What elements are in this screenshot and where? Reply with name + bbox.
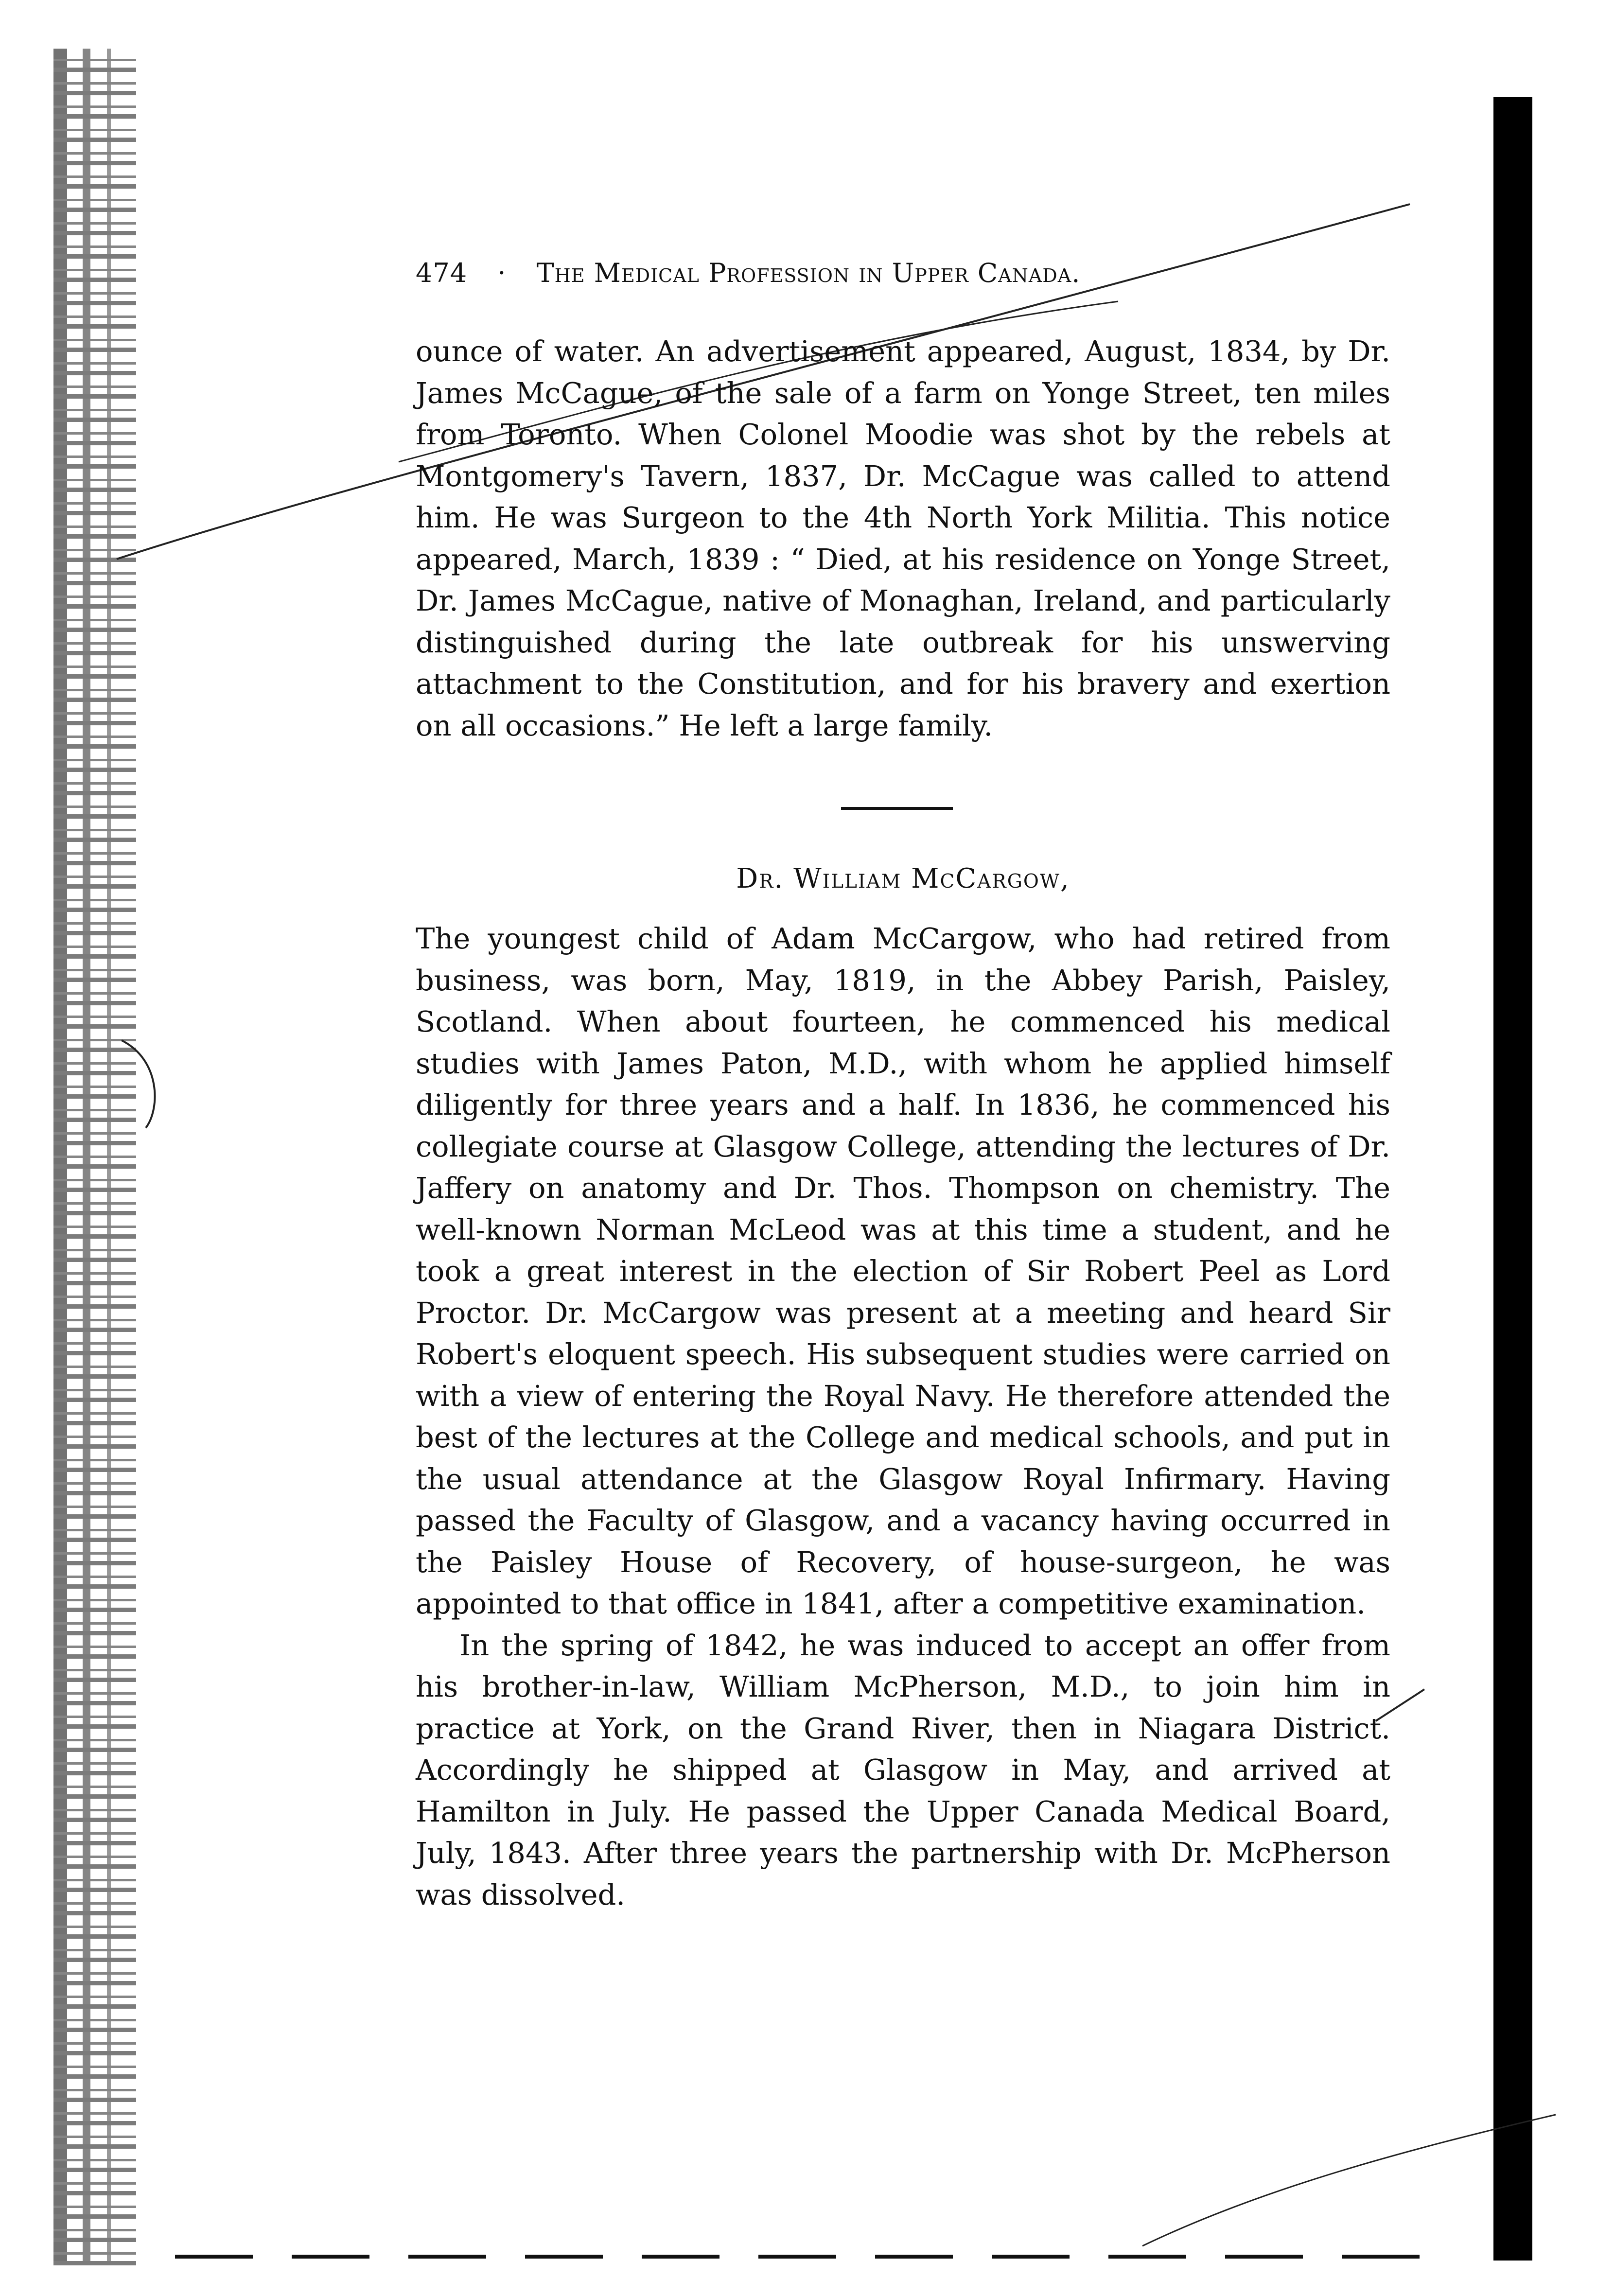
section-heading: Dr. William McCargow,	[736, 863, 1070, 894]
scan-bottom-marks	[175, 2255, 1439, 2259]
header-separator: ·	[497, 258, 507, 288]
section-body	[416, 918, 1390, 1915]
paragraph: ounce of water. An advertisement appeared, August, 1834, by Dr. James McCague, of the sale of a farm on Yonge Street, ten miles from Toronto. When Colonel Moodie was shot by the rebels at Montgomery's Tavern, 1837, Dr. McCague was called to attend him. He was Surgeon to the 4th North York Militia. This notice appeared, March, 1839 : “ Died, at his residence on Yonge Street, Dr. James McCague, native of Monaghan, Ireland, and particularly distinguished during the late outbreak for his unswerving attachment to the Constitution, and for his bravery and exertion on all occasions.” He left a large family.	[416, 334, 1390, 742]
page-number: 474	[416, 258, 468, 288]
paragraph: The youngest child of Adam McCargow, who had retired from business, was born, May, 1819, in the Abbey Parish, Paisley, Scotland. When about fourteen, he commenced his medical studies with James Paton, M.D., with whom he applied himself diligently for three years and a half. In 1836, he commenced his collegiate course at Glasgow College, attending the lectures of Dr. Jaffery on anatomy and Dr. Thos. Thompson on chemistry. The well-known Norman McLeod was at this time a student, and he took a great interest in the election of Sir Robert Peel as Lord Proctor. Dr. McCargow was present at a meeting and heard Sir Robert's eloquent speech. His subsequent studies were carried on with a view of entering the Royal Navy. He therefore attended the best of the lectures at the College and medical schools, and put in the usual attendance at the Glasgow Royal Infirmary. Having passed the Faculty of Glasgow, and a vacancy having occurred in the Paisley House of Recovery, of house-surgeon, he was appointed to that office in 1841, after a competitive examination.	[416, 922, 1390, 1620]
paragraph: In the spring of 1842, he was induced to accept an offer from his brother-in-law, William McPherson, M.D., to join him in practice at York, on the Grand River, then in Niagara District. Accordingly he shipped at Glasgow in May, and arrived at Hamilton in July. He passed the Upper Canada Medical Board, July, 1843. After three years the partnership with Dr. McPherson was dissolved.	[416, 1628, 1390, 1911]
scan-black-border	[1493, 97, 1532, 2261]
section-divider	[841, 807, 953, 810]
continuation-text	[416, 331, 1390, 746]
scan-binding-edge	[53, 49, 136, 2265]
running-header	[416, 258, 1388, 288]
running-title: The Medical Profession in Upper Canada.	[536, 258, 1081, 288]
